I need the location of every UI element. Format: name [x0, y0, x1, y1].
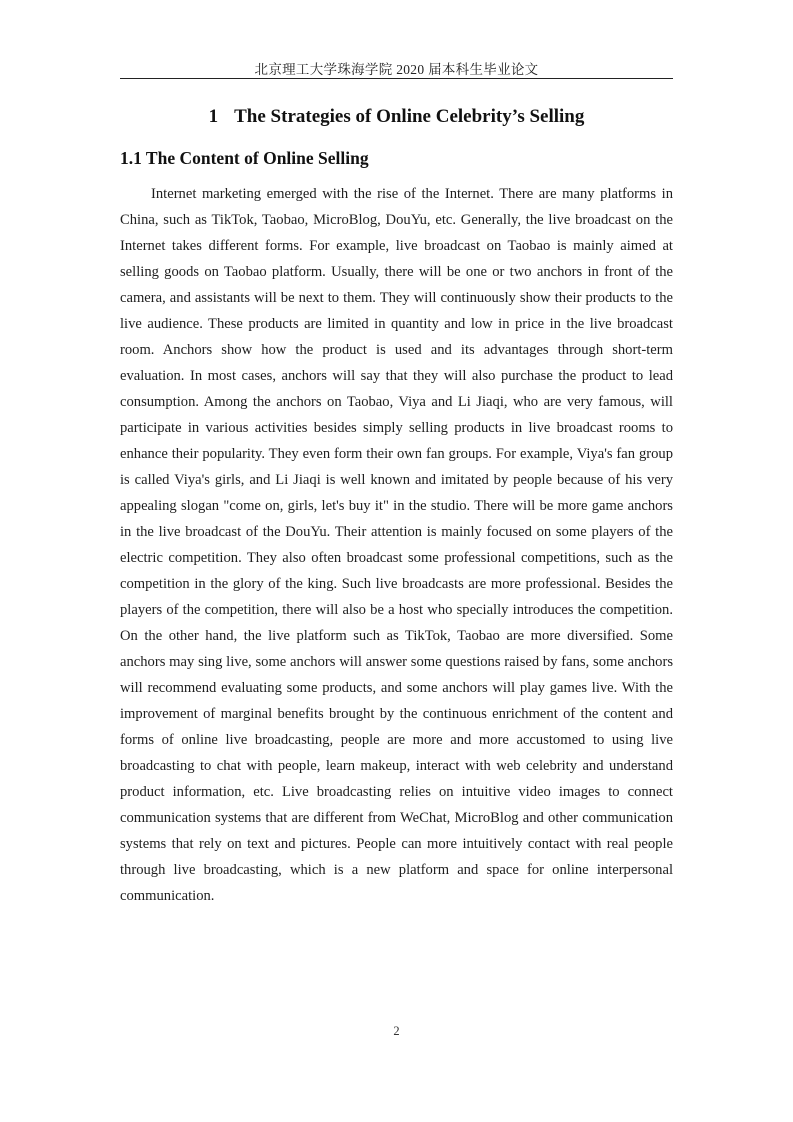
section-title: 1.1 The Content of Online Selling: [120, 148, 369, 168]
chapter-number: 1: [208, 106, 219, 127]
running-header: 北京理工大学珠海学院 2020 届本科生毕业论文: [254, 62, 539, 77]
chapter-title: [120, 106, 673, 128]
chapter-title-text: The Strategies of Online Celebrity’s Selling: [234, 106, 585, 127]
body-paragraph: Internet marketing emerged with the rise of the Internet. There are many platforms in China, such as TikTok, Taobao, MicroBlog, DouYu, etc. Generally, the live broadcast on the Internet takes different forms. For example, live broadcast on Taobao is mainly aimed at selling goods on Taobao platform. Usually, there will be one or two anchors in front of the camera, and assistants will be next to them. They will continuously show their products to the live audience. These products are limited in quantity and low in price in the live broadcast room. Anchors show how the product is used and its advantages through short-term evaluation. In most cases, anchors will say that they will also purchase the product to lead consumption. Among the anchors on Taobao, Viya and Li Jiaqi, who are very famous, will participate in various activities besides simply selling products in live broadcast rooms to enhance their popularity. They even form their own fan groups. For example, Viya's fan group is called Viya's girls, and Li Jiaqi is well known and imitated by people because of his very appealing slogan "come on, girls, let's buy it" in the studio. There will be more game anchors in the live broadcast of the DouYu. Their attention is mainly focused on some players of the electric competition. They also often broadcast some professional competitions, such as the competition in the glory of the king. Such live broadcasts are more professional. Besides the players of the competition, there will also be a host who specially introduces the competition. On the other hand, the live platform such as TikTok, Taobao are more diversified. Some anchors may sing live, some anchors will answer some questions raised by fans, some anchors will recommend evaluating some products, and some anchors will play games live. With the improvement of marginal benefits brought by the continuous enrichment of the content and forms of online live broadcasting, people are more and more accustomed to using live broadcasting to chat with people, learn makeup, interact with web celebrity and understand product information, etc. Live broadcasting relies on intuitive video images to connect communication systems that are different from WeChat, MicroBlog and other communication systems that rely on text and pictures. People can more intuitively contact with real people through live broadcasting, which is a new platform and space for online interpersonal communication.: [120, 186, 673, 904]
page-number: 2: [393, 1024, 400, 1038]
header-rule: [120, 78, 673, 79]
